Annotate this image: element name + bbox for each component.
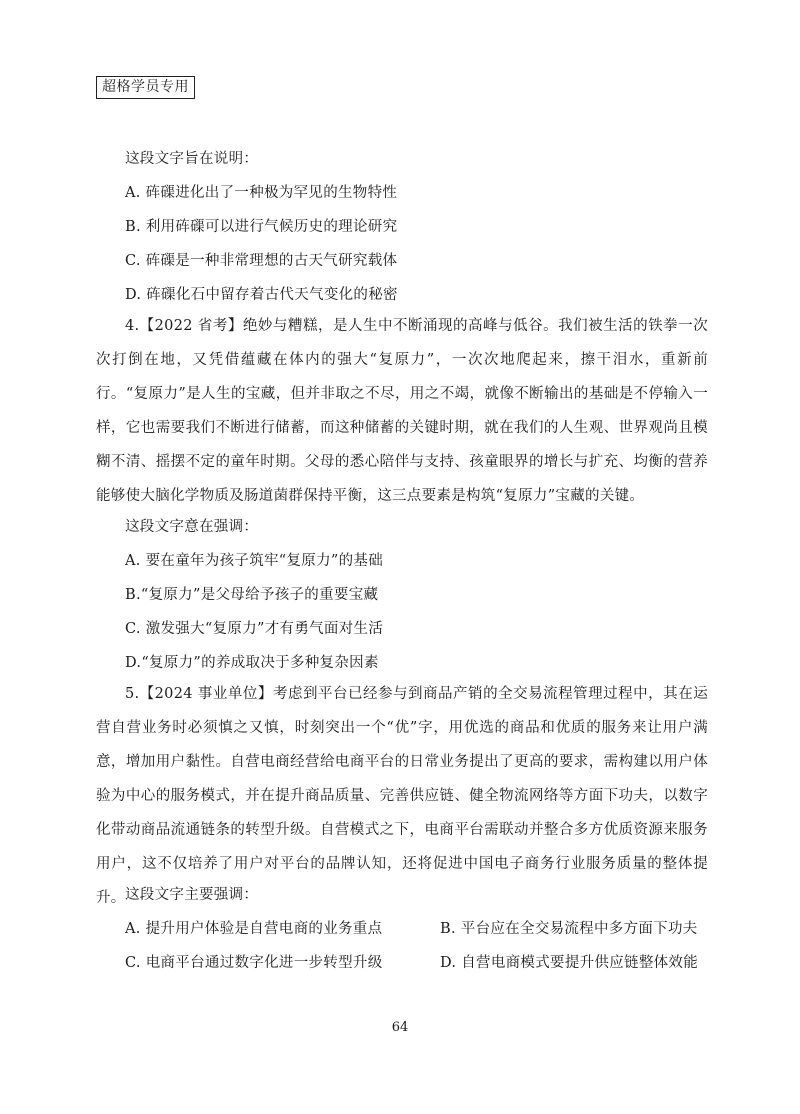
- q4-option-b: B.“复原力”是父母给予孩子的重要宝藏: [125, 587, 379, 603]
- q4-option-a: A. 要在童年为孩子筑牢“复原力”的基础: [125, 553, 384, 569]
- q4-number: 4.: [125, 318, 140, 334]
- q4-option-c: C. 激发强大“复原力”才有勇气面对生活: [125, 621, 384, 637]
- q5-stem: 这段文字主要强调：: [125, 887, 259, 903]
- page-number: 64: [391, 1020, 409, 1035]
- q5-option-d: D. 自营电商模式要提升供应链整体效能: [440, 955, 699, 971]
- q4-source: 【2022 省考】: [139, 318, 243, 334]
- q4-option-d: D.“复原力”的养成取决于多种复杂因素: [125, 655, 379, 671]
- q5-source: 【2024 事业单位】: [139, 686, 273, 702]
- q5-option-c: C. 电商平台通过数字化进一步转型升级: [125, 955, 383, 971]
- q4-text: 绝妙与糟糕，是人生中不断涌现的高峰与低谷。我们被生活的铁拳一次次打倒在地，又凭借蕴藏在体内的强大“复原力”，一次次地爬起来，擦干泪水，重新前行。“复原力”是人生的宝藏，但并非取之不尽，用之不竭，就像不断输出的基础是不停输入一样，它也需要我们不断进行储蓄，而这种储蓄的关键时期，就在我们的人生观、世界观尚且模糊不清、摇摆不定的童年时期。父母的悉心陪伴与支持、孩童眼界的增长与扩充、均衡的营养能够使大脑化学物质及肠道菌群保持平衡，这三点要素是构筑“复原力”宝藏的关键。: [96, 318, 708, 504]
- q3-option-a: A. 砗磲进化出了一种极为罕见的生物特性: [125, 185, 398, 201]
- q4-passage: [96, 309, 708, 513]
- q3-option-d: D. 砗磲化石中留存着古代天气变化的秘密: [125, 287, 398, 303]
- q3-stem: 这段文字旨在说明：: [125, 151, 259, 167]
- q5-passage: [96, 677, 708, 915]
- q5-option-a: A. 提升用户体验是自营电商的业务重点: [125, 921, 383, 937]
- q5-option-b: B. 平台应在全交易流程中多方面下功夫: [440, 921, 698, 937]
- q4-stem: 这段文字意在强调：: [125, 519, 259, 535]
- q3-option-c: C. 砗磲是一种非常理想的古天气研究载体: [125, 253, 398, 269]
- q3-option-b: B. 利用砗磲可以进行气候历史的理论研究: [125, 219, 398, 235]
- watermark-badge: 超格学员专用: [96, 76, 195, 99]
- q5-text: 考虑到平台已经参与到商品产销的全交易流程管理过程中，其在运营自营业务时必须慎之又慎，时刻突出一个“优”字，用优选的商品和优质的服务来让用户满意，增加用户黏性。自营电商经营给电商平台的日常业务提出了更高的要求，需构建以用户体验为中心的服务模式，并在提升商品质量、完善供应链、健全物流网络等方面下功夫，以数字化带动商品流通链条的转型升级。自营模式之下，电商平台需联动并整合多方优质资源来服务用户，这不仅培养了用户对平台的品牌认知，还将促进中国电子商务行业服务质量的整体提升。: [96, 686, 709, 906]
- q5-number: 5.: [125, 686, 140, 702]
